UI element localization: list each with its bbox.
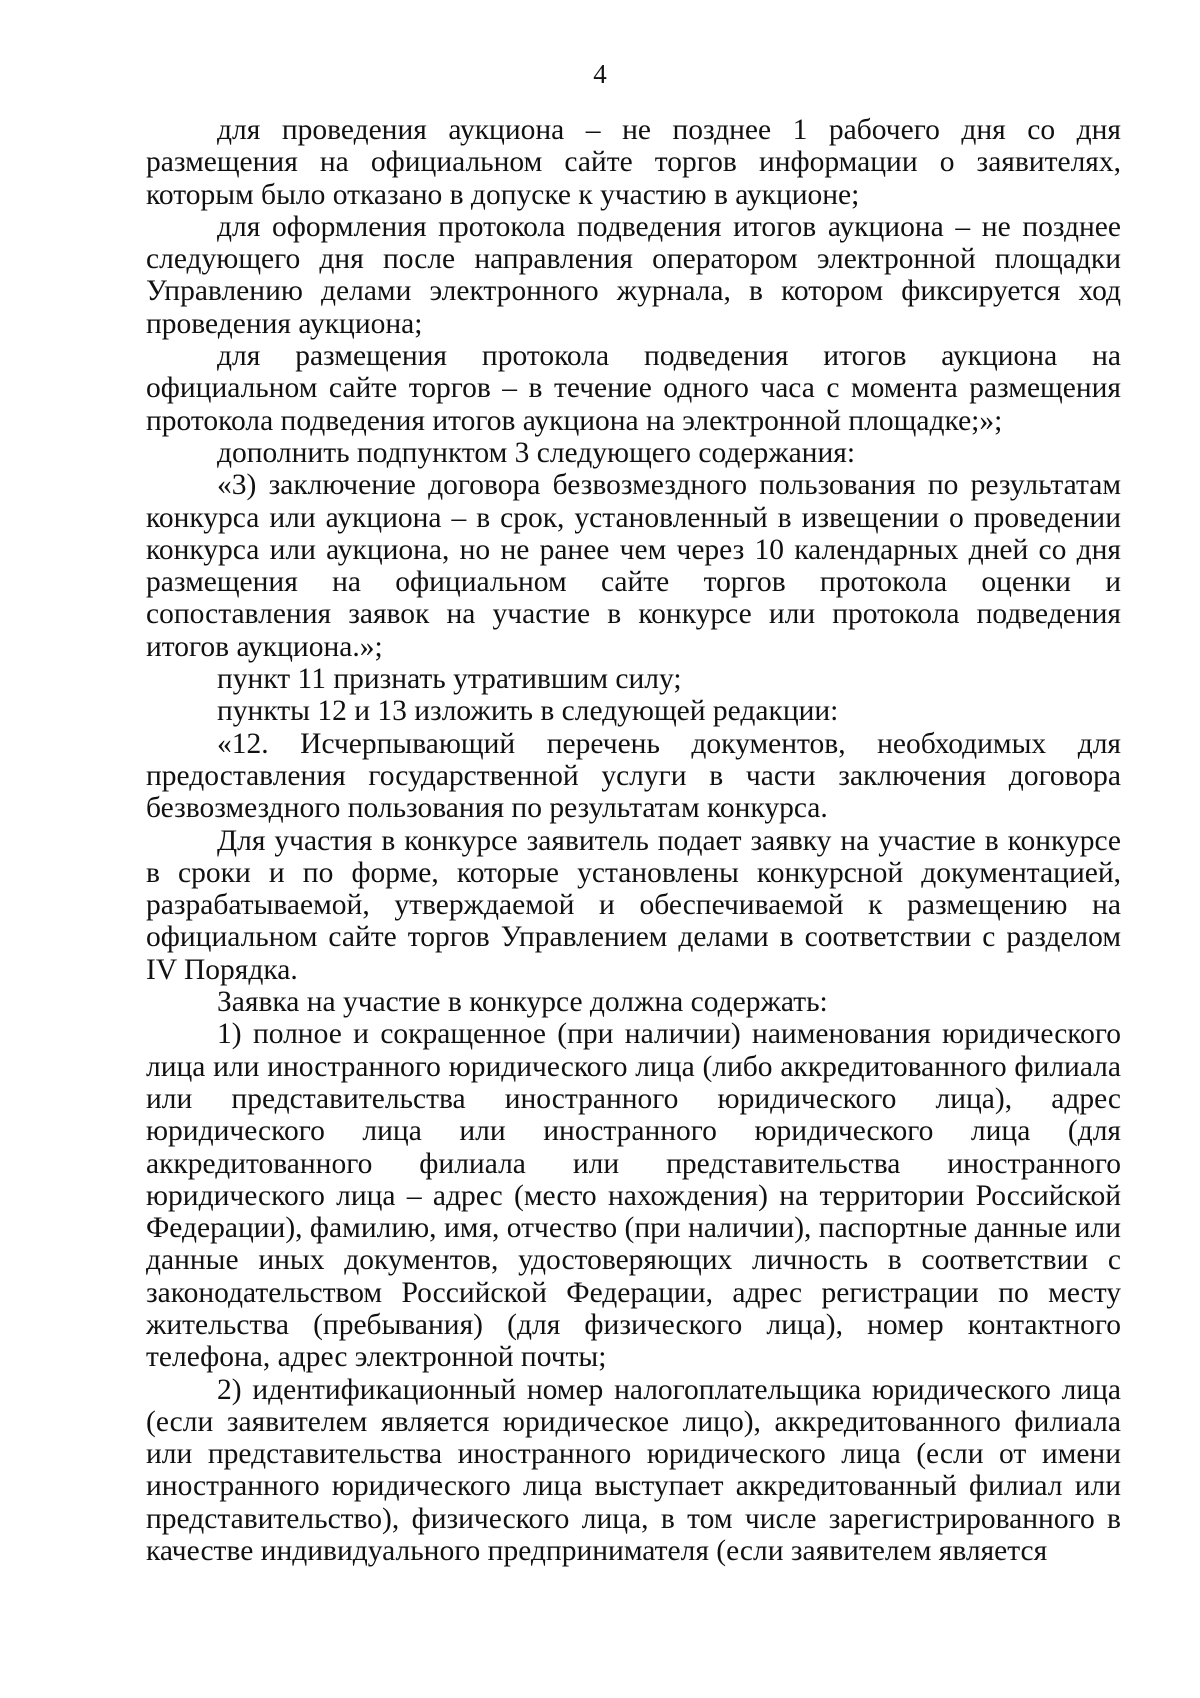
paragraph-protocol-publication: для размещения протокола подведения итогов аукциона на официальном сайте торгов – в течение одного часа с момента размещения протокола подведения итогов аукциона на электронной площадке;»; (146, 340, 1121, 437)
paragraph-subclause-3: «3) заключение договора безвозмездного пользования по результатам конкурса или аукциона – в срок, установленный в извещении о проведении конкурса или аукциона, но не ранее чем через 10 календарных дней со дня размещения на официальном сайте торгов протокола оценки и сопоставления заявок на участие в конкурсе или протокола подведения итогов аукциона.»; (146, 469, 1121, 663)
paragraph-clause-12: «12. Исчерпывающий перечень документов, необходимых для предоставления государственной услуги в части заключения договора безвозмездного пользования по результатам конкурса. (146, 727, 1121, 825)
paragraph-auction-admission: для проведения аукциона – не позднее 1 рабочего дня со дня размещения на официальном сайте торгов информации о заявителях, которым было отказано в допуске к участию в аукционе; (146, 114, 1121, 211)
paragraph-clauses-12-13: пункты 12 и 13 изложить в следующей редакции: (217, 695, 839, 728)
paragraph-clause-11: пункт 11 признать утратившим силу; (217, 663, 682, 696)
paragraph-application-contents: Заявка на участие в конкурсе должна содержать: (217, 986, 828, 1019)
paragraph-application-terms: Для участия в конкурсе заявитель подает заявку на участие в конкурсе в сроки и по форме, которые установлены конкурсной документацией, разрабатываемой, утверждаемой и обеспечиваемой к размещению на официальном сайте торгов Управлением делами в соответствии с разделом IV Порядка. (146, 824, 1121, 986)
paragraph-auction-protocol: для оформления протокола подведения итогов аукциона – не позднее следующего дня после направления оператором электронной площадки Управлению делами электронного журнала, в котором фиксируется ход проведения аукциона; (146, 210, 1121, 340)
paragraph-item-1: 1) полное и сокращенное (при наличии) наименования юридического лица или иностранного юридического лица (либо аккредитованного филиала или представительства иностранного юридического лица), адрес юридического лица или иностранного юридического лица (для аккредитованного филиала или представительства иностранного юридического лица – адрес (место нахождения) на территории Российской Федерации), фамилию, имя, отчество (при наличии), паспортные данные или данные иных документов, удостоверяющих личность в соответствии с законодательством Российской Федерации, адрес регистрации по месту жительства (пребывания) (для физического лица), номер контактного телефона, адрес электронной почты; (146, 1018, 1121, 1374)
document-body (146, 114, 1121, 1567)
paragraph-item-2: 2) идентификационный номер налогоплательщика юридического лица (если заявителем является юридическое лицо), аккредитованного филиала или представительства иностранного юридического лица (если от имени иностранного юридического лица выступает аккредитованный филиал или представительство), физического лица, в том числе зарегистрированного в качестве индивидуального предпринимателя (если заявителем является (146, 1373, 1121, 1568)
paragraph-add-subclause: дополнить подпунктом 3 следующего содержания: (217, 436, 856, 469)
page-number: 4 (593, 59, 607, 89)
